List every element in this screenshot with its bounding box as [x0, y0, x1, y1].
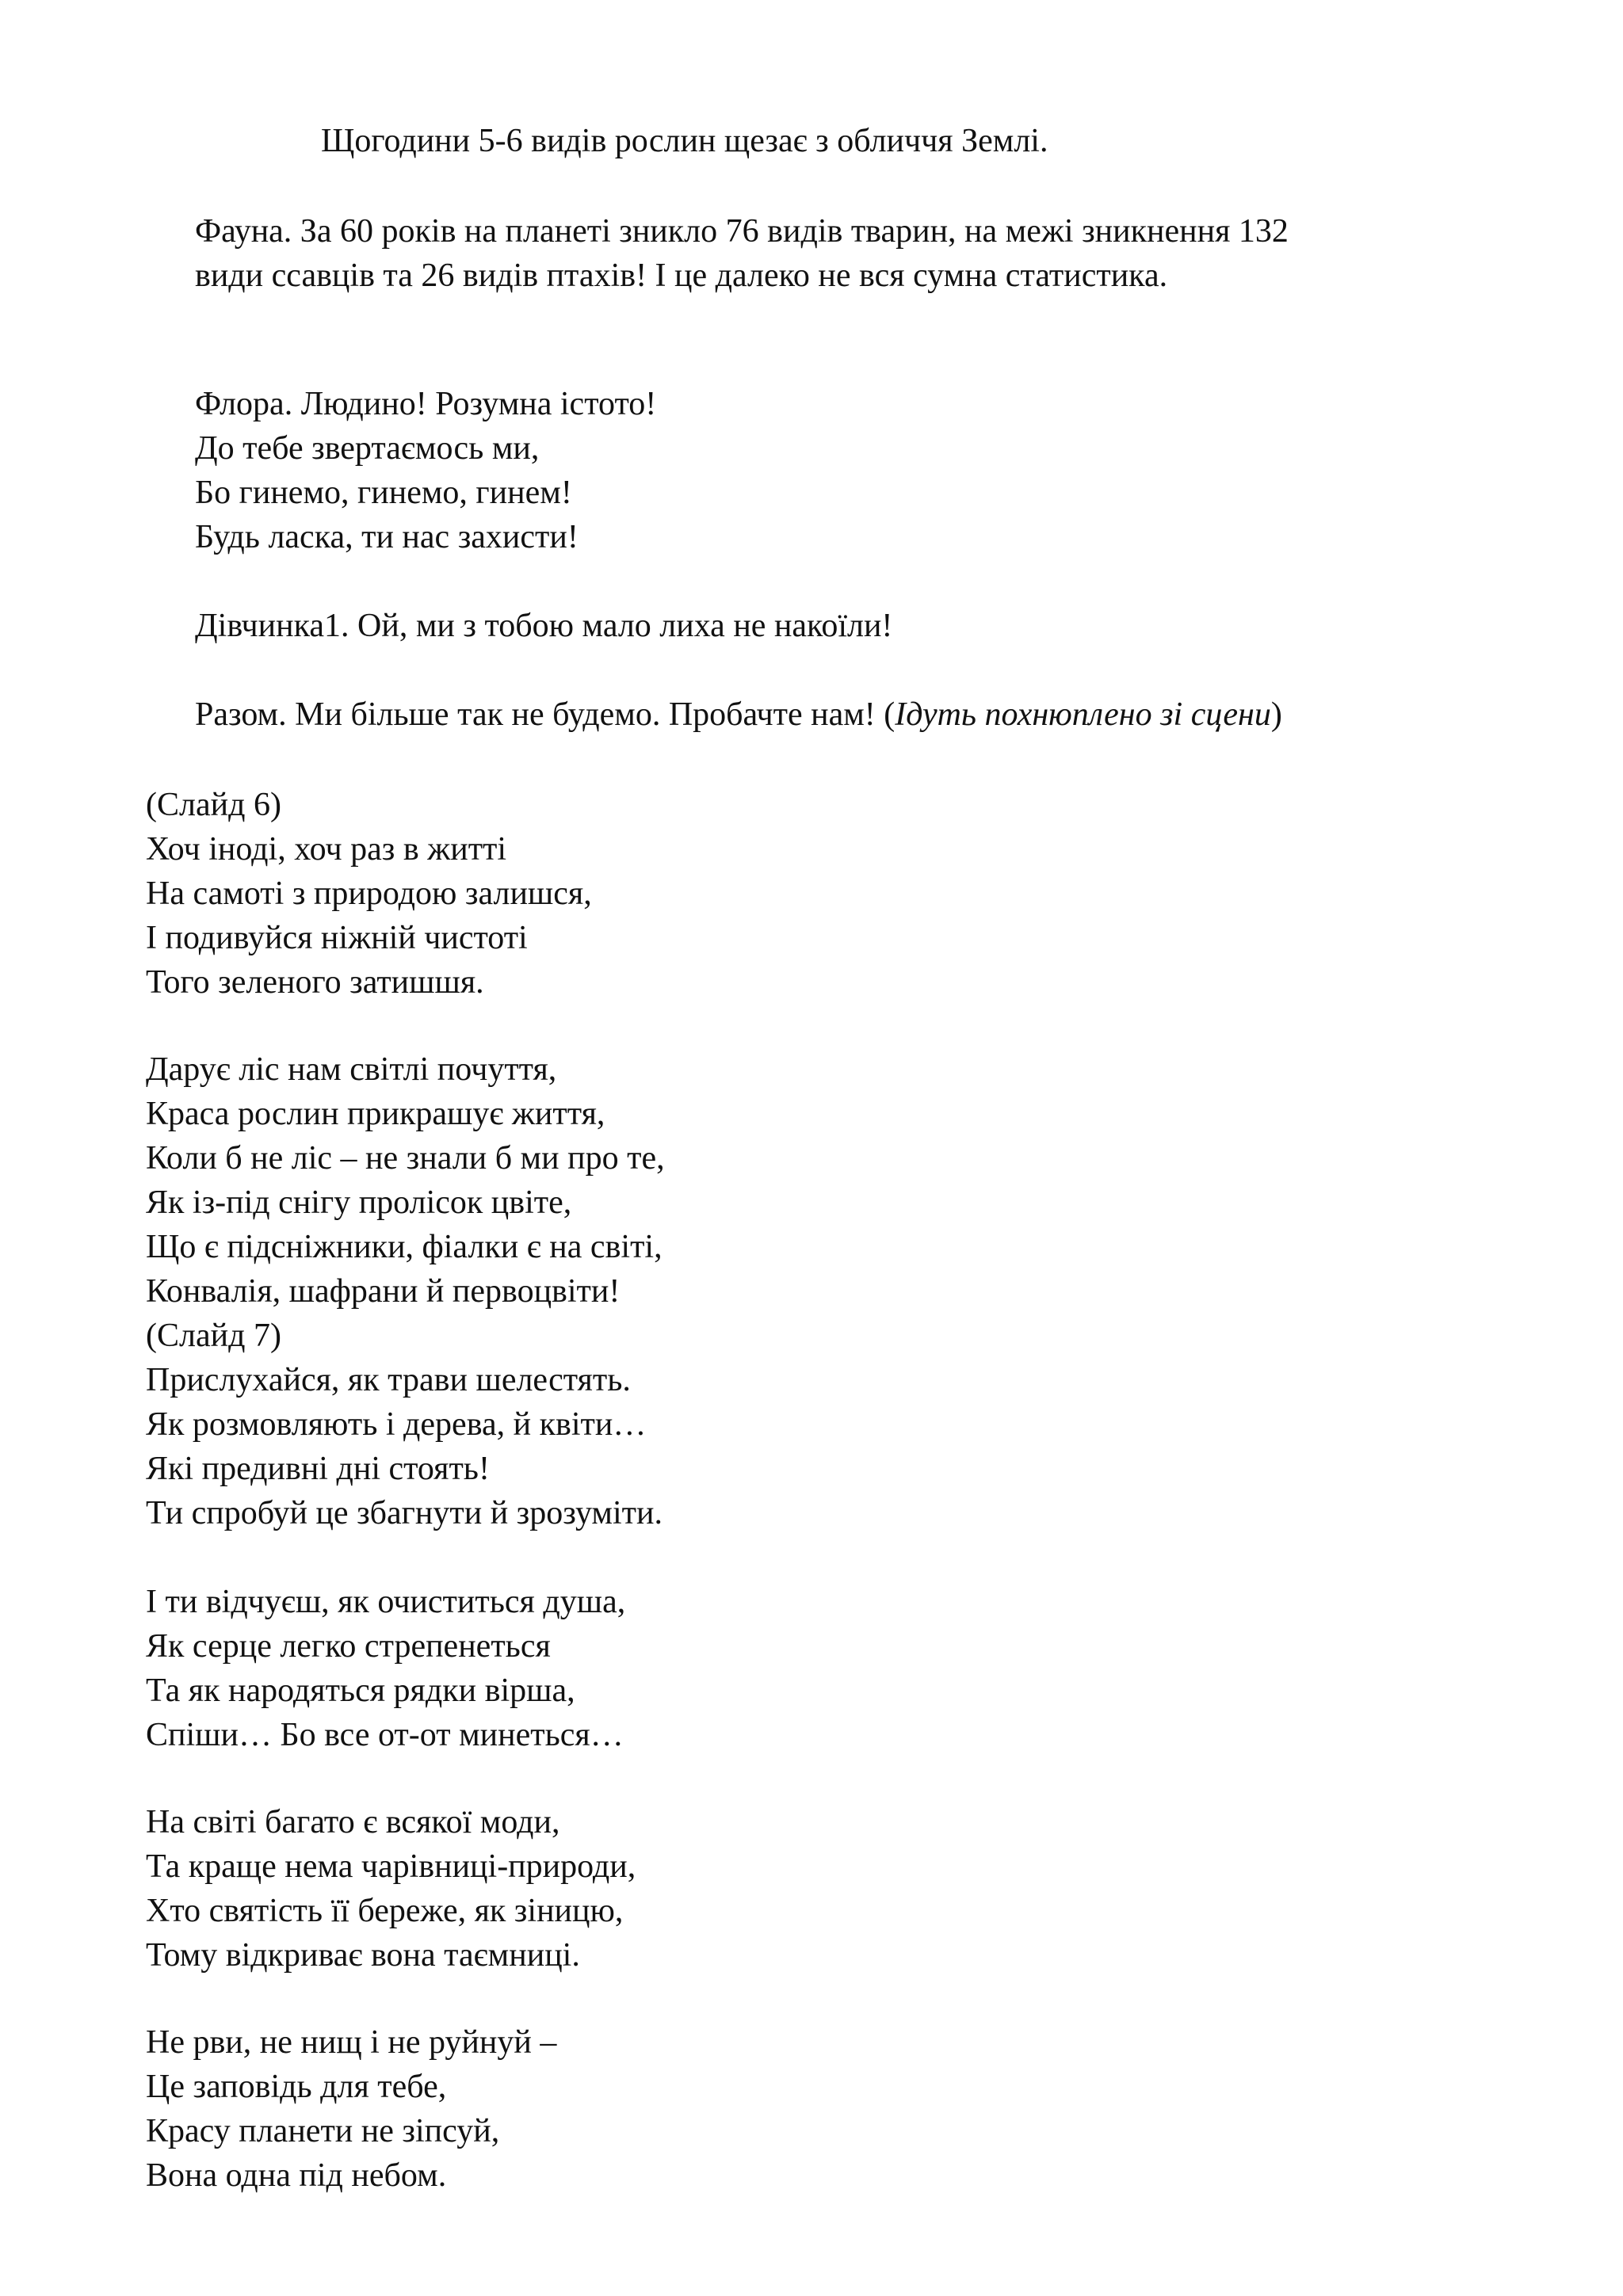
stanza3-line-1: Прислухайся, як трави шелестять.	[146, 1362, 631, 1398]
fauna-line-2: види ссавців та 26 видів птахів! І це далеко не вся сумна статистика.	[195, 257, 1168, 294]
stanza1-line-4: Того зеленого затишшя.	[146, 964, 484, 1001]
stanza4-line-1: І ти відчуєш, як очиститься душа,	[146, 1584, 626, 1620]
stanza1-line-1: Хоч іноді, хоч раз в житті	[146, 831, 507, 868]
flora-line-2: До тебе звертаємось ми,	[195, 430, 540, 467]
stanza2-line-1: Дарує ліс нам світлі почуття,	[146, 1051, 557, 1088]
flora-line-3: Бо гинемо, гинемо, гинем!	[195, 475, 572, 511]
stanza3-line-4: Ти спробуй це збагнути й зрозуміти.	[146, 1495, 663, 1531]
stanza6-line-1: Не рви, не нищ і не руйнуй –	[146, 2024, 557, 2061]
slide-6-label: (Слайд 6)	[146, 787, 281, 823]
stanza2-line-6: Конвалія, шафрани й первоцвіти!	[146, 1273, 621, 1310]
girl1-line: Дівчинка1. Ой, ми з тобою мало лиха не накоїли!	[195, 608, 893, 644]
stanza2-line-2: Краса рослин прикрашує життя,	[146, 1096, 605, 1132]
stanza4-line-3: Та як народяться рядки вірша,	[146, 1672, 575, 1709]
stanza2-line-5: Що є підсніжники, фіалки є на світі,	[146, 1229, 663, 1265]
stanza6-line-2: Це заповідь для тебе,	[146, 2069, 447, 2105]
stanza4-line-4: Спіши… Бо все от-от минеться…	[146, 1717, 624, 1753]
fauna-line-1: Фауна. За 60 років на планеті зникло 76 видів тварин, на межі зникнення 132	[195, 213, 1289, 250]
flora-line-1: Флора. Людино! Розумна істото!	[195, 386, 657, 422]
stanza5-line-4: Тому відкриває вона таємниці.	[146, 1937, 580, 1974]
stanza6-line-4: Вона одна під небом.	[146, 2157, 447, 2194]
stanza3-line-3: Які предивні дні стоять!	[146, 1451, 490, 1487]
together-line	[195, 692, 1282, 737]
stanza5-line-1: На світі багато є всякої моди,	[146, 1804, 560, 1840]
slide-7-label: (Слайд 7)	[146, 1318, 281, 1354]
stanza3-line-2: Як розмовляють і дерева, й квіти…	[146, 1406, 647, 1443]
stanza1-line-3: І подивуйся ніжній чистоті	[146, 920, 528, 956]
stanza4-line-2: Як серце легко стрепенеться	[146, 1628, 551, 1665]
flora-line-4: Будь ласка, ти нас захисти!	[195, 519, 579, 555]
together-text: Разом. Ми більше так не будемо. Пробачте нам! (	[195, 696, 896, 733]
stanza2-line-4: Як із-під снігу пролісок цвіте,	[146, 1184, 572, 1221]
together-close: )	[1270, 696, 1282, 733]
stanza5-line-3: Хто святість її береже, як зіницю,	[146, 1893, 624, 1929]
intro-line: Щогодини 5-6 видів рослин щезає з обличчя Землі.	[321, 123, 1048, 159]
stanza5-line-2: Та краще нема чарівниці-природи,	[146, 1848, 636, 1885]
stanza6-line-3: Красу планети не зіпсуй,	[146, 2113, 500, 2149]
stanza2-line-3: Коли б не ліс – не знали б ми про те,	[146, 1140, 665, 1177]
stage-direction: Ідуть похнюплено зі сцени	[895, 696, 1271, 733]
stanza1-line-2: На самоті з природою залишся,	[146, 875, 592, 912]
